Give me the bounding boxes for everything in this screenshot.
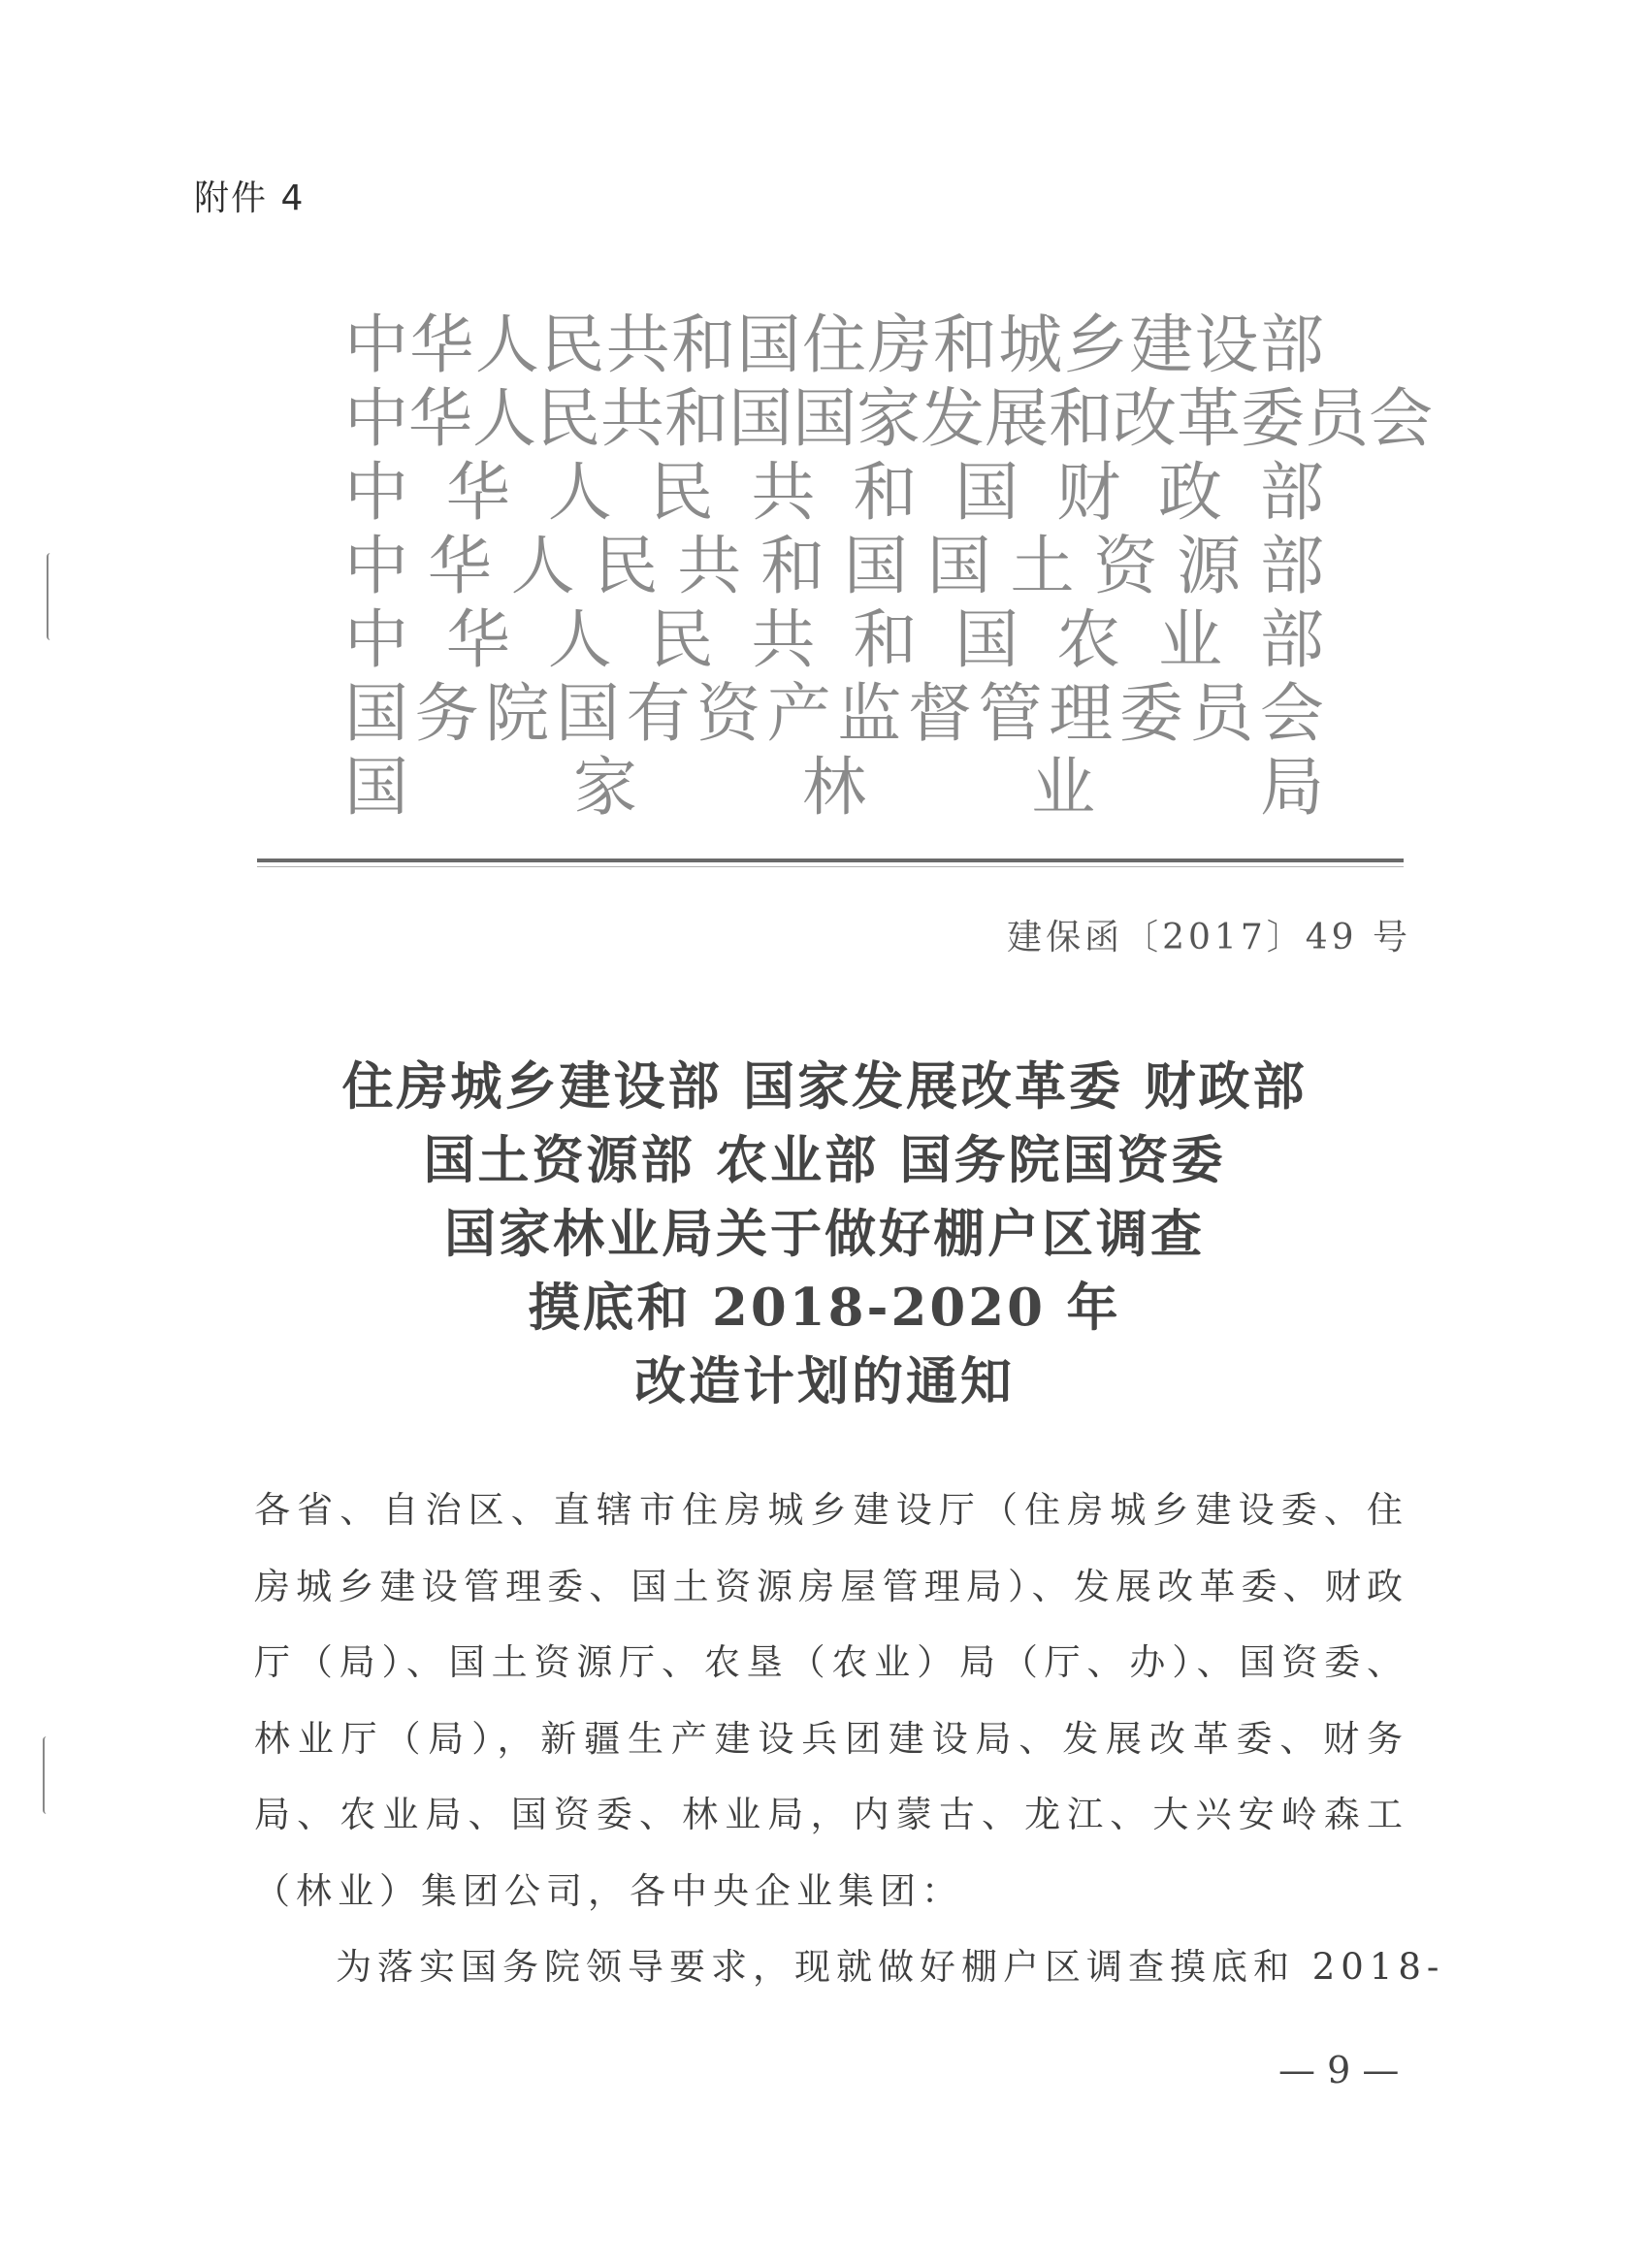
issuer-char: 会 <box>1369 381 1433 456</box>
issuer-char: 林 <box>802 750 866 825</box>
attachment-label: 附件 4 <box>194 178 306 218</box>
addressee-line: 房城乡建设管理委、国土资源房屋管理局）、发展改革委、财政 <box>254 1565 1408 1607</box>
addressee-line: 厅（局）、国土资源厅、农垦（农业）局（厅、办）、国资委、 <box>254 1641 1408 1683</box>
issuer-char: 部 <box>1259 602 1324 677</box>
issuer-char: 人 <box>510 529 575 603</box>
issuer-line <box>344 308 1324 382</box>
issuer-char: 农 <box>1056 602 1121 677</box>
issuer-char: 中 <box>344 308 408 382</box>
addressee-line: （林业）集团公司，各中央企业集团： <box>254 1869 963 1912</box>
issuer-char: 委 <box>1118 676 1183 751</box>
issuer-char: 住 <box>801 308 866 382</box>
issuer-line <box>344 751 1324 825</box>
addressee-line: 局、农业局、国资委、林业局，内蒙古、龙江、大兴安岭森工 <box>254 1794 1408 1835</box>
margin-mark <box>47 553 54 640</box>
issuer-char: 华 <box>445 455 510 530</box>
issuer-char: 资 <box>1093 529 1158 603</box>
issuer-char: 院 <box>485 676 550 751</box>
issuer-char: 共 <box>605 308 670 382</box>
issuer-line <box>344 381 1433 456</box>
issuer-char: 民 <box>540 308 605 382</box>
margin-mark <box>43 1736 50 1814</box>
issuer-char: 和 <box>671 308 736 382</box>
title-line: 住房城乡建设部 国家发展改革委 财政部 <box>341 1056 1308 1117</box>
issuer-line <box>344 677 1324 751</box>
document-number: 建保函〔2017〕49 号 <box>1007 918 1411 957</box>
issuer-char: 华 <box>408 381 472 456</box>
issuer-char: 华 <box>409 308 474 382</box>
issuer-char: 家 <box>573 750 637 825</box>
issuer-char: 展 <box>985 381 1049 456</box>
issuer-char: 建 <box>1129 308 1194 382</box>
issuer-char: 中 <box>344 529 408 603</box>
issuer-char: 家 <box>857 381 921 456</box>
body-text <box>254 1473 1445 2006</box>
title-line: 改造计划的通知 <box>634 1351 1015 1411</box>
issuer-char: 人 <box>472 381 536 456</box>
issuer-char: 革 <box>1177 381 1241 456</box>
issuer-char: 人 <box>547 602 612 677</box>
issuer-char: 会 <box>1259 676 1324 751</box>
issuer-char: 局 <box>1260 750 1324 825</box>
issuer-line <box>344 530 1324 603</box>
title-line: 摸底和 2018-2020 年 <box>528 1278 1121 1338</box>
issuer-char: 中 <box>344 455 408 530</box>
header-rule <box>257 859 1404 862</box>
issuer-char: 改 <box>1113 381 1177 456</box>
issuer-char: 和 <box>853 602 918 677</box>
page-number: — 9 — <box>1278 2049 1400 2091</box>
issuer-char: 部 <box>1259 455 1324 530</box>
issuer-char: 部 <box>1259 308 1324 382</box>
issuer-char: 国 <box>344 676 408 751</box>
issuer-char: 民 <box>649 602 714 677</box>
issuer-char: 政 <box>1158 455 1222 530</box>
issuer-char: 理 <box>1049 676 1114 751</box>
issuer-char: 员 <box>1305 381 1369 456</box>
issuer-char: 共 <box>751 602 816 677</box>
issuer-char: 乡 <box>1063 308 1128 382</box>
issuer-char: 中 <box>344 602 408 677</box>
addressee-line: 各省、自治区、直辖市住房城乡建设厅（住房城乡建设委、住 <box>254 1489 1408 1531</box>
issuer-line <box>344 603 1324 677</box>
issuer-char: 共 <box>600 381 664 456</box>
issuer-char: 有 <box>626 676 691 751</box>
issuer-char: 财 <box>1056 455 1121 530</box>
issuer-char: 房 <box>867 308 932 382</box>
issuer-char: 中 <box>344 381 408 456</box>
title-line: 国家林业局关于做好棚户区调查 <box>444 1204 1205 1264</box>
issuer-char: 民 <box>649 455 714 530</box>
issuer-char: 设 <box>1194 308 1259 382</box>
issuer-char: 人 <box>474 308 539 382</box>
issuer-line <box>344 456 1324 530</box>
issuer-char: 共 <box>751 455 816 530</box>
title-line: 国土资源部 农业部 国务院国资委 <box>423 1130 1226 1190</box>
issuer-header <box>344 308 1433 825</box>
issuer-char: 发 <box>921 381 985 456</box>
issuer-char: 华 <box>427 529 492 603</box>
issuer-char: 员 <box>1189 676 1254 751</box>
issuer-char: 委 <box>1241 381 1305 456</box>
issuer-char: 国 <box>736 308 801 382</box>
issuer-char: 民 <box>536 381 600 456</box>
issuer-char: 国 <box>926 529 991 603</box>
issuer-char: 国 <box>954 455 1019 530</box>
issuer-char: 国 <box>728 381 792 456</box>
issuer-char: 国 <box>792 381 857 456</box>
issuer-char: 民 <box>594 529 659 603</box>
issuer-char: 监 <box>837 676 902 751</box>
issuer-char: 和 <box>760 529 825 603</box>
issuer-char: 共 <box>677 529 742 603</box>
header-rule-thin <box>257 866 1404 867</box>
issuer-char: 业 <box>1158 602 1222 677</box>
issuer-char: 城 <box>998 308 1063 382</box>
issuer-char: 华 <box>445 602 510 677</box>
addressee-line: 林业厅（局），新疆生产建设兵团建设局、发展改革委、财务 <box>254 1717 1408 1760</box>
issuer-char: 和 <box>1049 381 1113 456</box>
issuer-char: 国 <box>843 529 908 603</box>
paragraph-line: 为落实国务院领导要求，现就做好棚户区调查摸底和 2018- <box>336 1946 1445 1988</box>
issuer-char: 业 <box>1031 750 1095 825</box>
issuer-char: 人 <box>547 455 612 530</box>
issuer-char: 源 <box>1177 529 1242 603</box>
issuer-char: 国 <box>344 750 408 825</box>
issuer-char: 和 <box>664 381 728 456</box>
issuer-char: 和 <box>932 308 997 382</box>
issuer-char: 和 <box>853 455 918 530</box>
issuer-char: 产 <box>766 676 831 751</box>
issuer-char: 国 <box>555 676 620 751</box>
issuer-char: 管 <box>978 676 1043 751</box>
issuer-char: 督 <box>907 676 972 751</box>
issuer-char: 部 <box>1259 529 1324 603</box>
issuer-char: 务 <box>414 676 479 751</box>
issuer-char: 土 <box>1010 529 1075 603</box>
document-title <box>194 1050 1455 1418</box>
issuer-char: 资 <box>696 676 761 751</box>
issuer-char: 国 <box>954 602 1019 677</box>
